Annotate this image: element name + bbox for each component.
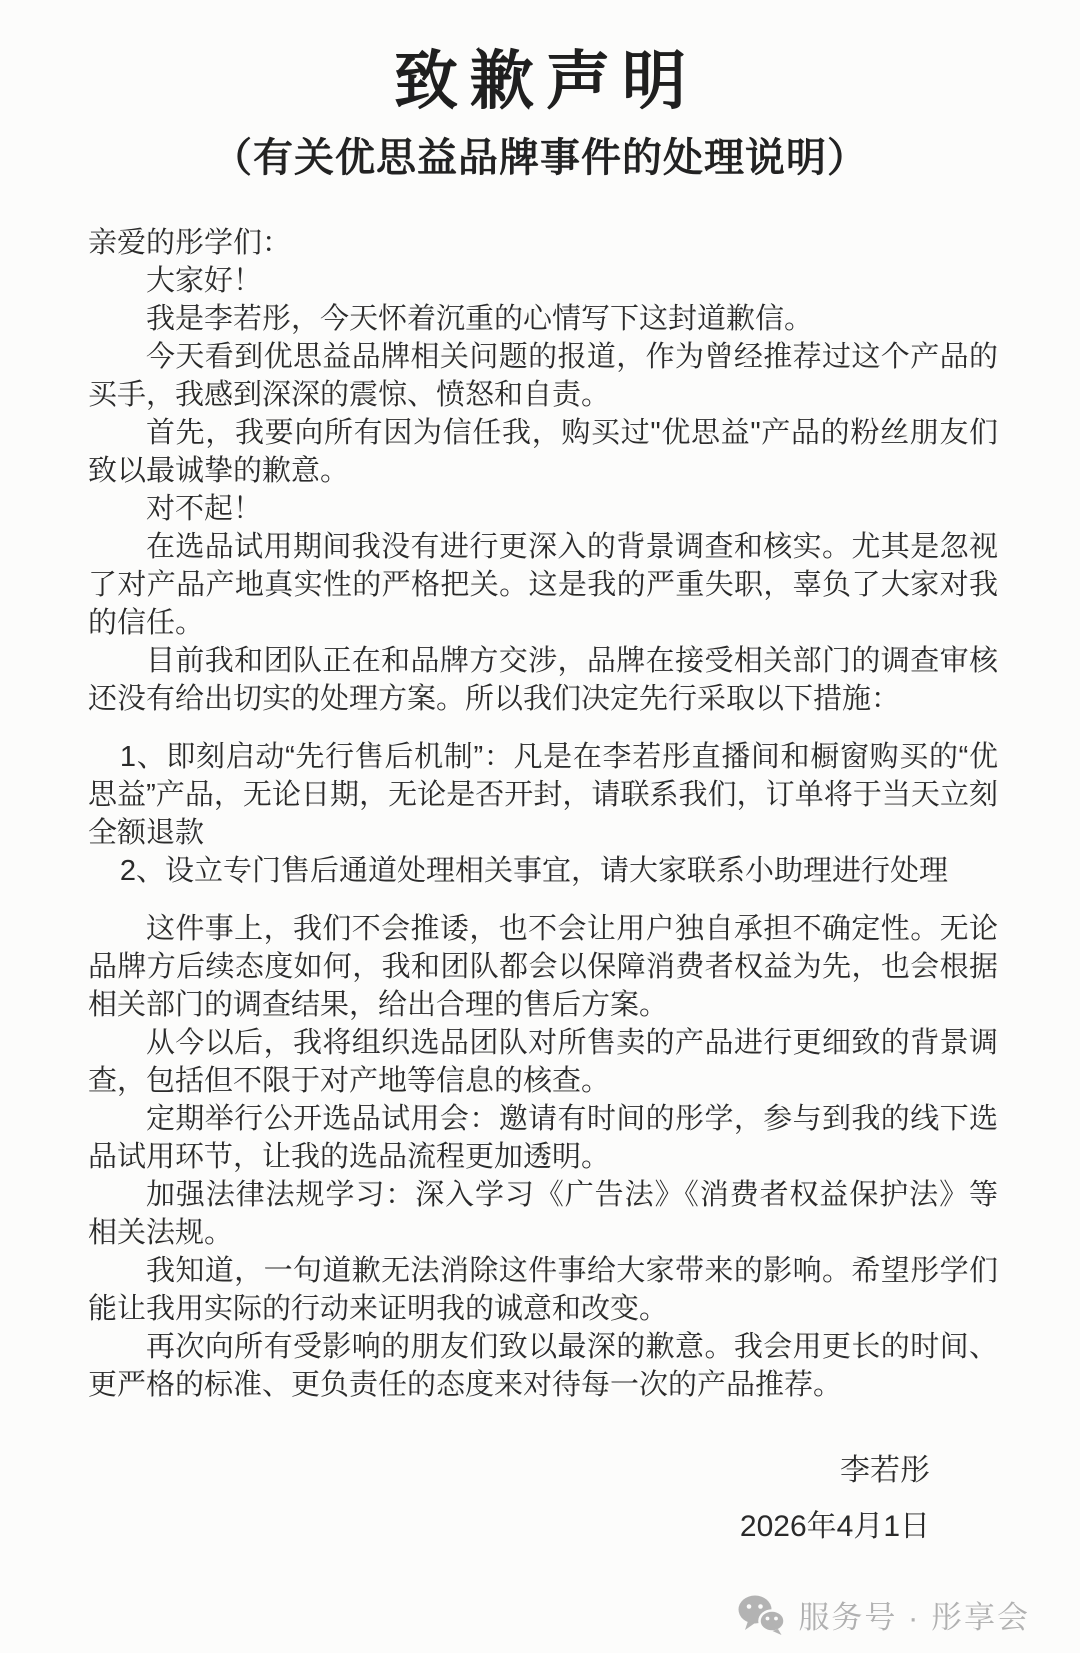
watermark-text: 服务号 · 彤享会 — [798, 1600, 1030, 1635]
paragraph-report: 今天看到优思益品牌相关问题的报道，作为曾经推荐过这个产品的买手，我感到深深的震惊、愤怒和自责。 — [88, 341, 998, 411]
paragraph-action-promise: 我知道，一句道歉无法消除这件事给大家带来的影响。希望彤学们能让我用实际的行动来证明我的诚意和改变。 — [88, 1255, 998, 1325]
signature-block — [88, 1452, 998, 1546]
paragraph-final-apology: 再次向所有受影响的朋友们致以最深的歉意。我会用更长的时间、更严格的标准、更负责任的态度来对待每一次的产品推荐。 — [88, 1331, 998, 1401]
paragraph-intro: 我是李若彤，今天怀着沉重的心情写下这封道歉信。 — [146, 303, 814, 335]
measure-item-1: 1、即刻启动“先行售后机制”：凡是在李若彤直播间和橱窗购买的“优思益”产品，无论日期，无论是否开封，请联系我们，订单将于当天立刻全额退款 — [88, 741, 998, 849]
measures-list — [88, 738, 998, 890]
paragraph-greeting: 大家好！ — [146, 265, 263, 297]
paragraph-negotiation: 目前我和团队正在和品牌方交涉，品牌在接受相关部门的调查审核还没有给出切实的处理方案。所以我们决定先行采取以下措施： — [88, 645, 998, 715]
watermark — [736, 1592, 1030, 1637]
document-subtitle: （有关优思益品牌事件的处理说明） — [212, 135, 868, 180]
signature-name: 李若彤 — [840, 1454, 930, 1487]
paragraph-open-trial: 定期举行公开选品试用会：邀请有时间的彤学，参与到我的线下选品试用环节，让我的选品流程更加透明。 — [88, 1103, 998, 1173]
measure-item-2: 2、设立专门售后通道处理相关事宜，请大家联系小助理进行处理 — [119, 855, 949, 887]
paragraph-failure: 在选品试用期间我没有进行更深入的背景调查和核实。尤其是忽视了对产品产地真实性的严格把关。这是我的严重失职，辜负了大家对我的信任。 — [88, 531, 998, 639]
paragraph-responsibility: 这件事上，我们不会推诿，也不会让用户独自承担不确定性。无论品牌方后续态度如何，我和团队都会以保障消费者权益为先，也会根据相关部门的调查结果，给出合理的售后方案。 — [88, 913, 998, 1021]
salutation: 亲爱的彤学们： — [88, 227, 292, 259]
paragraph-law-study: 加强法律法规学习：深入学习《广告法》《消费者权益保护法》等相关法规。 — [88, 1179, 998, 1249]
paragraph-background-check: 从今以后，我将组织选品团队对所售卖的产品进行更细致的背景调查，包括但不限于对产地等信息的核查。 — [88, 1027, 998, 1097]
document-title: 致歉声明 — [394, 46, 698, 117]
wechat-icon — [736, 1594, 786, 1636]
paragraph-apology-to-fans: 首先，我要向所有因为信任我，购买过"优思益"产品的粉丝朋友们致以最诚挚的歉意。 — [88, 417, 998, 487]
signature-date: 2026年4月1日 — [739, 1510, 930, 1543]
paragraph-sorry: 对不起！ — [146, 493, 263, 525]
document-body — [88, 224, 998, 1546]
